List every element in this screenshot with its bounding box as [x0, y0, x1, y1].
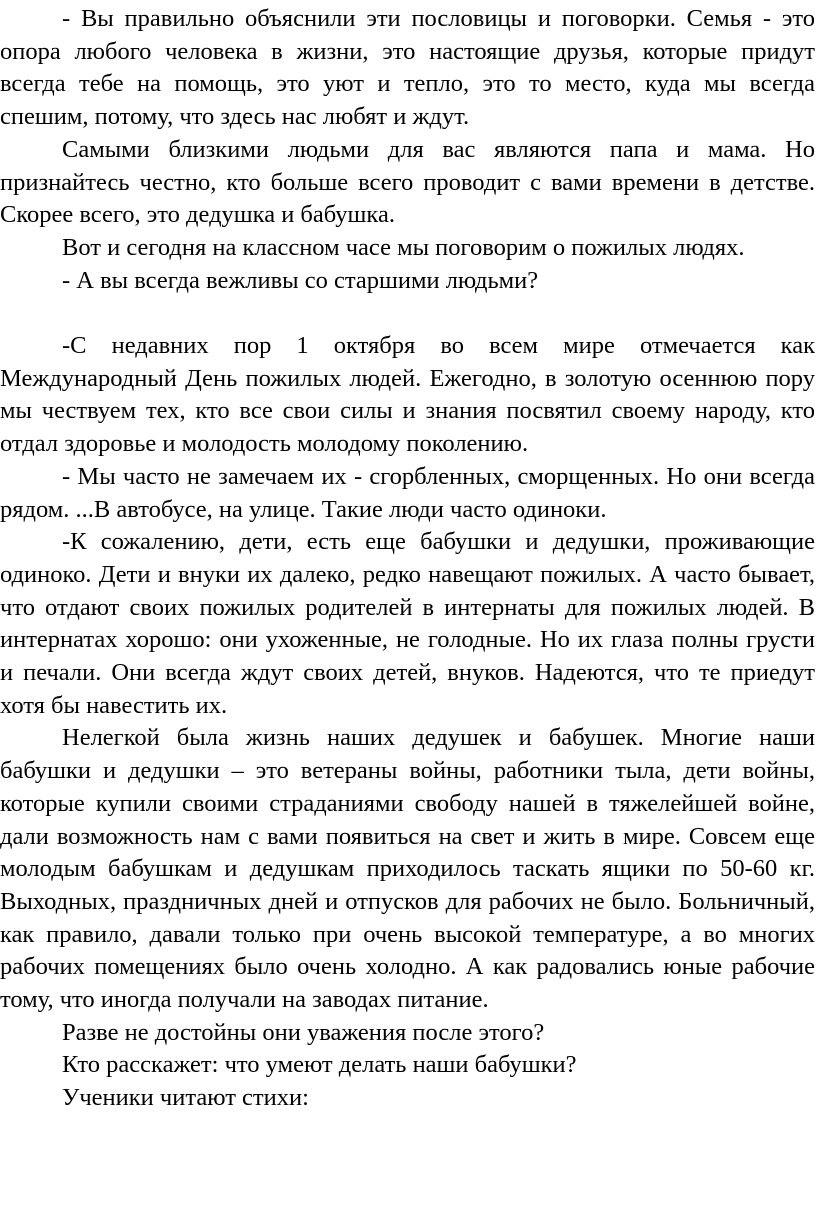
paragraph-family-proverbs: - Вы правильно объяснили эти пословицы и поговорки. Семья - это опора любого человека в жизни, это настоящие друзья, которые придут всегда тебе на помощь, это уют и тепло, это то место, куда мы всегда спешим, потому, что здесь нас любят и ждут. [0, 5, 815, 131]
paragraph-politeness-question: - А вы всегда вежливы со старшими людьми? [62, 266, 539, 294]
paragraph-lonely-elderly: -К сожалению, дети, есть еще бабушки и дедушки, проживающие одиноко. Дети и внуки их далеко, редко навещают пожилых. А часто бывает, что отдают своих пожилых родителей в интернаты для пожилых людей. В интернатах хорошо: они ухоженные, не голодные. Но их глаза полны грусти и печали. Они всегда ждут своих детей, внуков. Надеются, что те приедут хотя бы навестить их. [0, 528, 815, 719]
paragraph-unnoticed-elderly: - Мы часто не замечаем их - сгорбленных, сморщенных. Но они всегда рядом. ...В автобусе, на улице. Такие люди часто одиноки. [0, 462, 815, 523]
paragraph-class-hour-topic: Вот и сегодня на классном часе мы поговорим о пожилых людях. [62, 233, 745, 261]
paragraph-respect-question: Разве не достойны они уважения после этого? [62, 1018, 545, 1046]
blank-line [0, 297, 815, 330]
paragraph-international-day: -С недавних пор 1 октября во всем мире отмечается как Международный День пожилых людей. Ежегодно, в золотую осеннюю пору мы чествуем тех, кто все свои силы и знания посвятил своему народу, кто отдал здоровье и молодость молодому поколению. [0, 332, 815, 458]
paragraph-parents-grandparents: Самыми близкими людьми для вас являются папа и мама. Но признайтесь честно, кто больше всего проводит с вами времени в детстве. Скорее всего, это дедушка и бабушка. [0, 135, 815, 229]
paragraph-grandmothers-question: Кто расскажет: что умеют делать наши бабушки? [62, 1051, 577, 1079]
paragraph-hard-life: Нелегкой была жизнь наших дедушек и бабушек. Многие наши бабушки и дедушки – это ветераны войны, работники тыла, дети войны, которые купили своими страданиями свободу нашей в тяжелейшей войне, дали возможность нам с вами появиться на свет и жить в мире. Совсем еще молодым бабушкам и дедушкам приходилось таскать ящики по 50-60 кг. Выходных, праздничных дней и отпусков для рабочих не было. Больничный, как правило, давали только при очень высокой температуре, а во многих рабочих помещениях было очень холодно. А как радовались юные рабочие тому, что иногда получали на заводах питание. [0, 724, 815, 1014]
paragraph-poems-intro: Ученики читают стихи: [62, 1084, 309, 1112]
